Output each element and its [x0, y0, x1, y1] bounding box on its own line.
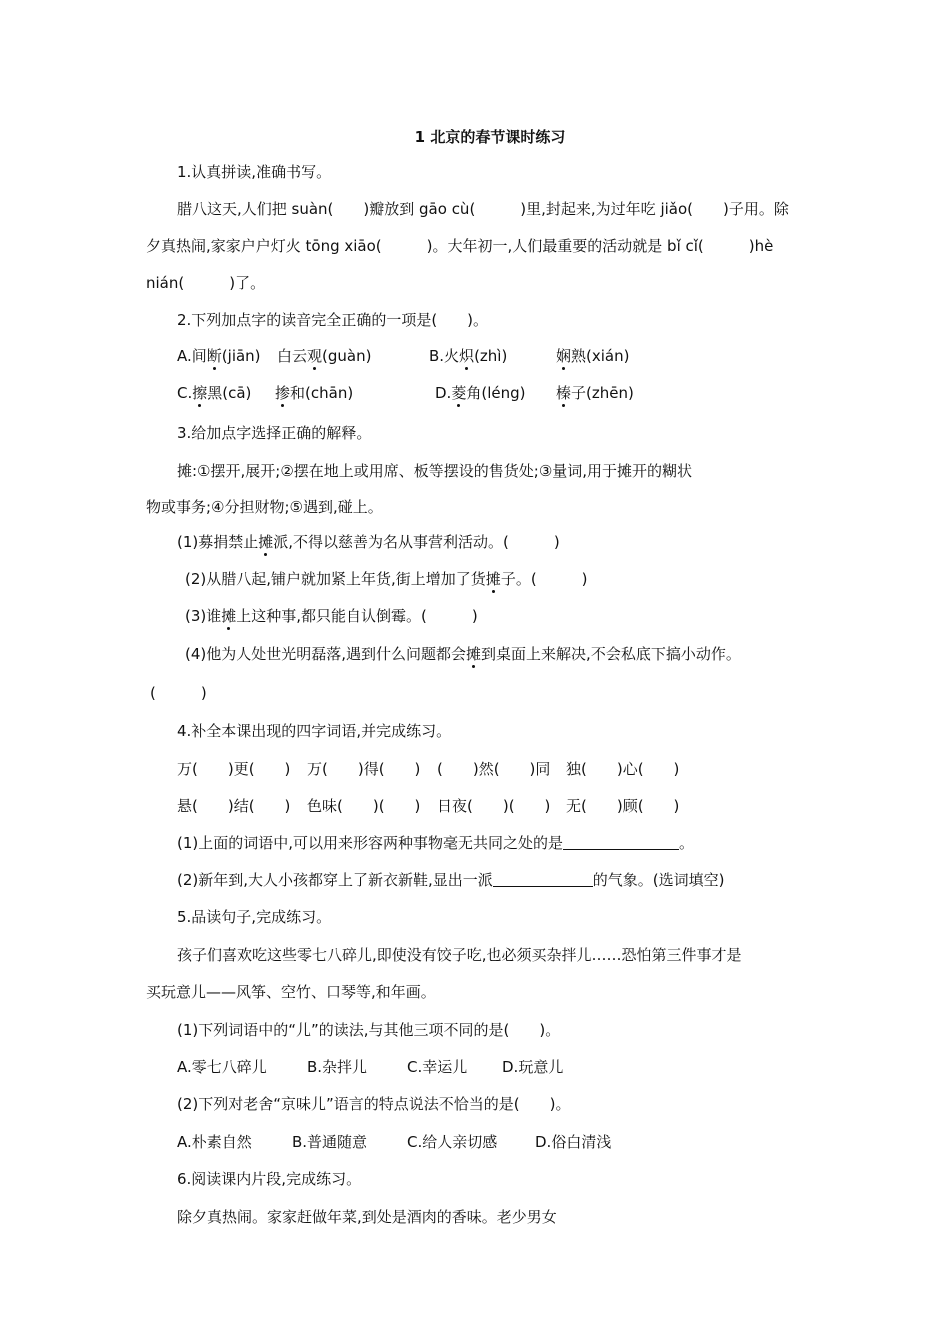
q5-heading: 5.品读句子,完成练习。 — [177, 908, 332, 926]
q4-word: 万( )得( ) — [307, 760, 421, 778]
q2-option-c1: C.擦黑(cā) — [177, 384, 252, 402]
q1-line-2: 夕真热闹,家家户户灯火 tōng xiāo( )。大年初一,人们最重要的活动就是 bǐ cǐ( )hè — [146, 237, 774, 255]
q5-option: C.幸运儿 — [407, 1058, 468, 1076]
q2-option-d1: D.菱角(léng) — [435, 384, 526, 402]
q4-heading: 4.补全本课出现的四字词语,并完成练习。 — [177, 722, 452, 740]
q2-option-b2: 娴熟(xián) — [556, 347, 630, 365]
q6-heading: 6.阅读课内片段,完成练习。 — [177, 1170, 362, 1188]
q1-line-3: nián( )了。 — [146, 274, 266, 292]
q5-option: A.朴素自然 — [177, 1133, 252, 1151]
q3-heading: 3.给加点字选择正确的解释。 — [177, 424, 372, 442]
q2-option-c2: 掺和(chān) — [275, 384, 354, 402]
q1-line-1: 腊八这天,人们把 suàn( )瓣放到 gāo cù( )里,封起来,为过年吃 jiǎo( )子用。除 — [177, 200, 789, 218]
q1-heading: 1.认真拼读,准确书写。 — [177, 163, 332, 181]
q2-option-a2: 白云观(guàn) — [277, 347, 372, 365]
q3-sentence-3: (3)谁摊上这种事,都只能自认倒霉。( ) — [185, 607, 478, 625]
answer-blank[interactable] — [563, 833, 679, 850]
q4-word: ( )然( )同 — [437, 760, 551, 778]
q5-option: B.普通随意 — [292, 1133, 368, 1151]
q3-definition-1: 摊:①摆开,展开;②摆在地上或用席、板等摆设的售货处;③量词,用于摊开的糊状 — [177, 462, 693, 480]
q2-option-d2: 榛子(zhēn) — [556, 384, 634, 402]
q5-subquestion-1: (1)下列词语中的“儿”的读法,与其他三项不同的是( )。 — [177, 1021, 561, 1039]
q3-sentence-2: (2)从腊八起,铺户就加紧上年货,街上增加了货摊子。( ) — [185, 570, 588, 588]
q3-sentence-4: (4)他为人处世光明磊落,遇到什么问题都会摊到桌面上来解决,不会私底下搞小动作。 — [185, 645, 741, 663]
q4-word: 悬( )结( ) — [177, 797, 291, 815]
q5-option: D.俗白清浅 — [535, 1133, 612, 1151]
q4-word: 独( )心( ) — [566, 760, 680, 778]
q2-option-b1: B.火炽(zhì) — [429, 347, 508, 365]
q5-option: B.杂拌儿 — [307, 1058, 368, 1076]
page-title: 1 北京的春节课时练习 — [414, 128, 566, 146]
q3-sentence-4-answer: ( ) — [150, 684, 207, 702]
q6-passage-1: 除夕真热闹。家家赶做年菜,到处是酒肉的香味。老少男女 — [177, 1208, 557, 1226]
q5-passage-1: 孩子们喜欢吃这些零七八碎儿,即使没有饺子吃,也必须买杂拌儿……恐怕第三件事才是 — [177, 946, 742, 964]
q3-definition-2: 物或事务;④分担财物;⑤遇到,碰上。 — [146, 498, 383, 516]
q2-heading: 2.下列加点字的读音完全正确的一项是( )。 — [177, 311, 489, 329]
q3-sentence-1: (1)募捐禁止摊派,不得以慈善为名从事营利活动。( ) — [177, 533, 560, 551]
q4-subquestion-1: (1)上面的词语中,可以用来形容两种事物毫无共同之处的是 。 — [177, 834, 695, 852]
q4-subquestion-2: (2)新年到,大人小孩都穿上了新衣新鞋,显出一派 的气象。(选词填空) — [177, 871, 725, 889]
q4-word: 无( )顾( ) — [566, 797, 680, 815]
q5-passage-2: 买玩意儿——风筝、空竹、口琴等,和年画。 — [146, 983, 436, 1001]
q5-option: C.给人亲切感 — [407, 1133, 498, 1151]
q4-word: 日夜( )( ) — [437, 797, 551, 815]
q5-subquestion-2: (2)下列对老舍“京味儿”语言的特点说法不恰当的是( )。 — [177, 1095, 571, 1113]
q4-word: 万( )更( ) — [177, 760, 291, 778]
q5-option: D.玩意儿 — [502, 1058, 564, 1076]
q5-option: A.零七八碎儿 — [177, 1058, 267, 1076]
q2-option-a1: A.间断(jiān) — [177, 347, 261, 365]
q4-word: 色味( )( ) — [307, 797, 421, 815]
answer-blank[interactable] — [493, 870, 593, 887]
